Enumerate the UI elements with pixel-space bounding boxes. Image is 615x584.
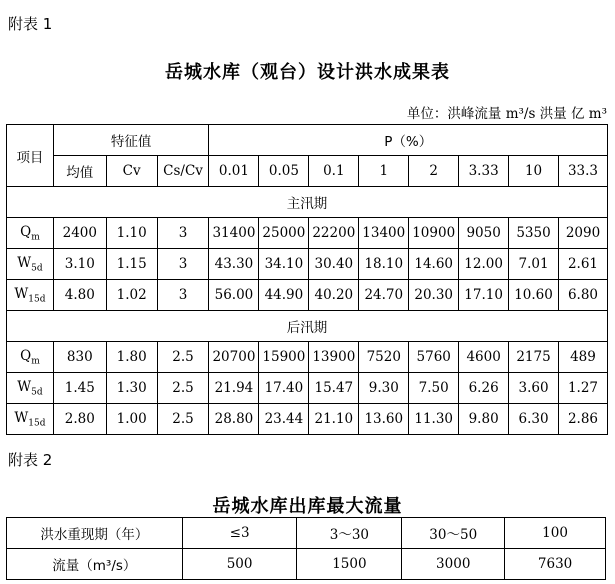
value-cell: 17.10 bbox=[459, 280, 509, 311]
p-value-header: 0.05 bbox=[259, 156, 309, 187]
value-cell: 2.86 bbox=[558, 404, 607, 435]
row-symbol bbox=[7, 404, 54, 435]
value-cell: 34.10 bbox=[259, 249, 309, 280]
value-cell: 6.80 bbox=[558, 280, 607, 311]
value-cell: 9050 bbox=[459, 218, 509, 249]
mean-cell: 3.10 bbox=[53, 249, 106, 280]
symbol-letter: W bbox=[17, 378, 32, 395]
symbol-letter: W bbox=[14, 409, 29, 426]
table-cell: 1500 bbox=[297, 549, 402, 580]
value-cell: 11.30 bbox=[409, 404, 459, 435]
table-cell: 3000 bbox=[402, 549, 505, 580]
table-cell: 100 bbox=[505, 518, 606, 549]
symbol-subscript: 5d bbox=[31, 263, 43, 274]
symbol-subscript: 5d bbox=[31, 387, 43, 398]
table-cell: ≤3 bbox=[182, 518, 297, 549]
value-cell: 5350 bbox=[509, 218, 559, 249]
value-cell: 21.94 bbox=[209, 373, 259, 404]
row-header-flow: 流量（m³/s） bbox=[7, 549, 183, 580]
value-cell: 22200 bbox=[309, 218, 359, 249]
cv-cell: 1.80 bbox=[106, 342, 157, 373]
table-row bbox=[7, 549, 606, 580]
symbol-subscript: 15d bbox=[28, 294, 46, 305]
symbol-letter: Q bbox=[20, 347, 32, 364]
feature-header: 特征值 bbox=[53, 125, 209, 156]
value-cell: 10900 bbox=[409, 218, 459, 249]
value-cell: 40.20 bbox=[309, 280, 359, 311]
row-symbol bbox=[7, 342, 54, 373]
attachment-1-label: 附表 1 bbox=[8, 15, 53, 33]
row-header-return-period: 洪水重现期（年） bbox=[7, 518, 183, 549]
p-header: P（%） bbox=[209, 125, 608, 156]
table-cell: 500 bbox=[182, 549, 297, 580]
cv-cell: 1.15 bbox=[106, 249, 157, 280]
row-symbol bbox=[7, 249, 54, 280]
table-cell: 30～50 bbox=[402, 518, 505, 549]
value-cell: 7.01 bbox=[509, 249, 559, 280]
value-cell: 13900 bbox=[309, 342, 359, 373]
p-value-header: 33.3 bbox=[558, 156, 607, 187]
cv-cell: 1.00 bbox=[106, 404, 157, 435]
mean-cell: 2.80 bbox=[53, 404, 106, 435]
value-cell: 14.60 bbox=[409, 249, 459, 280]
value-cell: 25000 bbox=[259, 218, 309, 249]
value-cell: 2.61 bbox=[558, 249, 607, 280]
value-cell: 44.90 bbox=[259, 280, 309, 311]
value-cell: 21.10 bbox=[309, 404, 359, 435]
design-flood-table bbox=[6, 124, 608, 435]
value-cell: 489 bbox=[558, 342, 607, 373]
value-cell: 24.70 bbox=[359, 280, 409, 311]
mean-cell: 830 bbox=[53, 342, 106, 373]
value-cell: 23.44 bbox=[259, 404, 309, 435]
table-row bbox=[7, 342, 608, 373]
table-row bbox=[7, 404, 608, 435]
p-value-header: 0.1 bbox=[309, 156, 359, 187]
cscv-cell: 2.5 bbox=[157, 373, 209, 404]
value-cell: 31400 bbox=[209, 218, 259, 249]
item-header: 项目 bbox=[7, 125, 54, 187]
value-cell: 10.60 bbox=[509, 280, 559, 311]
symbol-subscript: m bbox=[31, 356, 40, 367]
header-row bbox=[7, 156, 608, 187]
row-symbol bbox=[7, 280, 54, 311]
value-cell: 6.30 bbox=[509, 404, 559, 435]
table-cell: 7630 bbox=[505, 549, 606, 580]
value-cell: 20700 bbox=[209, 342, 259, 373]
table-row bbox=[7, 373, 608, 404]
section-row bbox=[7, 311, 608, 342]
value-cell: 17.40 bbox=[259, 373, 309, 404]
table-row bbox=[7, 218, 608, 249]
symbol-letter: W bbox=[17, 254, 32, 271]
value-cell: 12.00 bbox=[459, 249, 509, 280]
section-header: 主汛期 bbox=[7, 187, 608, 218]
mean-cell: 2400 bbox=[53, 218, 106, 249]
value-cell: 15.47 bbox=[309, 373, 359, 404]
value-cell: 56.00 bbox=[209, 280, 259, 311]
p-value-header: 1 bbox=[359, 156, 409, 187]
sub-header: Cv bbox=[106, 156, 157, 187]
value-cell: 7.50 bbox=[409, 373, 459, 404]
p-value-header: 2 bbox=[409, 156, 459, 187]
value-cell: 15900 bbox=[259, 342, 309, 373]
header-row bbox=[7, 125, 608, 156]
unit-line: 单位：洪峰流量 m³/s 洪量 亿 m³ bbox=[406, 106, 607, 122]
value-cell: 2090 bbox=[558, 218, 607, 249]
value-cell: 13400 bbox=[359, 218, 409, 249]
value-cell: 13.60 bbox=[359, 404, 409, 435]
value-cell: 4600 bbox=[459, 342, 509, 373]
value-cell: 1.27 bbox=[558, 373, 607, 404]
cscv-cell: 2.5 bbox=[157, 404, 209, 435]
cscv-cell: 3 bbox=[157, 218, 209, 249]
value-cell: 5760 bbox=[409, 342, 459, 373]
row-symbol bbox=[7, 373, 54, 404]
symbol-letter: W bbox=[14, 285, 29, 302]
table-2-title: 岳城水库出库最大流量 bbox=[212, 496, 403, 517]
p-value-header: 0.01 bbox=[209, 156, 259, 187]
sub-header: 均值 bbox=[53, 156, 106, 187]
section-header: 后汛期 bbox=[7, 311, 608, 342]
section-row bbox=[7, 187, 608, 218]
row-symbol bbox=[7, 218, 54, 249]
table-cell: 3～30 bbox=[297, 518, 402, 549]
attachment-2-label: 附表 2 bbox=[8, 451, 53, 469]
value-cell: 3.60 bbox=[509, 373, 559, 404]
table-row bbox=[7, 249, 608, 280]
max-outflow-table bbox=[6, 517, 606, 580]
value-cell: 9.30 bbox=[359, 373, 409, 404]
table-row bbox=[7, 518, 606, 549]
p-value-header: 10 bbox=[509, 156, 559, 187]
value-cell: 6.26 bbox=[459, 373, 509, 404]
value-cell: 7520 bbox=[359, 342, 409, 373]
p-value-header: 3.33 bbox=[459, 156, 509, 187]
symbol-subscript: m bbox=[31, 232, 40, 243]
symbol-subscript: 15d bbox=[28, 418, 46, 429]
cscv-cell: 2.5 bbox=[157, 342, 209, 373]
cv-cell: 1.30 bbox=[106, 373, 157, 404]
cscv-cell: 3 bbox=[157, 280, 209, 311]
table-1-title: 岳城水库（观台）设计洪水成果表 bbox=[165, 62, 450, 83]
cv-cell: 1.10 bbox=[106, 218, 157, 249]
value-cell: 43.30 bbox=[209, 249, 259, 280]
cscv-cell: 3 bbox=[157, 249, 209, 280]
value-cell: 9.80 bbox=[459, 404, 509, 435]
sub-header: Cs/Cv bbox=[157, 156, 209, 187]
mean-cell: 4.80 bbox=[53, 280, 106, 311]
value-cell: 18.10 bbox=[359, 249, 409, 280]
value-cell: 28.80 bbox=[209, 404, 259, 435]
value-cell: 2175 bbox=[509, 342, 559, 373]
value-cell: 20.30 bbox=[409, 280, 459, 311]
value-cell: 30.40 bbox=[309, 249, 359, 280]
mean-cell: 1.45 bbox=[53, 373, 106, 404]
table-row bbox=[7, 280, 608, 311]
cv-cell: 1.02 bbox=[106, 280, 157, 311]
symbol-letter: Q bbox=[20, 223, 32, 240]
